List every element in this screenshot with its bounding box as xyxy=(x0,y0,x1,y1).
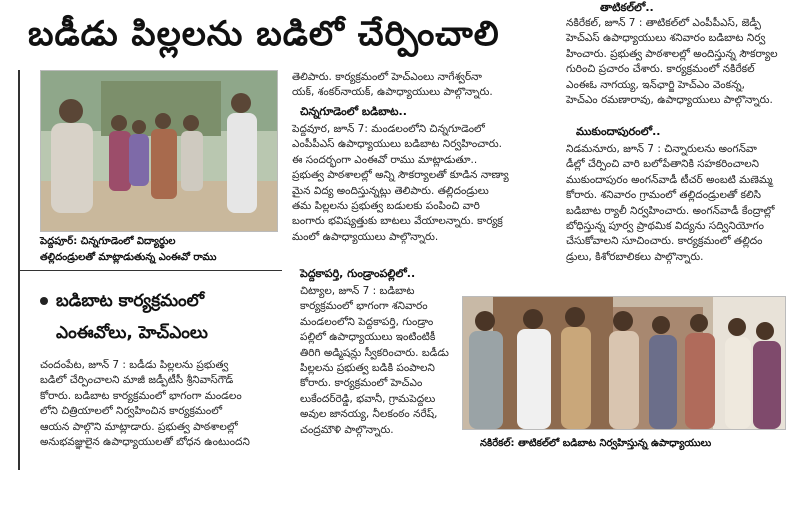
text-line: తిరిగి అడ్మిషన్లు స్వీకరించారు. బడీడు xyxy=(300,346,449,359)
text-line: బంగారు భవిష్యత్తుకు బాటలు వేయాలన్నారు. కార్యక్ర xyxy=(292,215,503,228)
text-line: కార్యక్రమంలో భాగంగా శనివారం xyxy=(300,300,428,313)
text-line: బడిలో చేర్పించాలని మాజీ జడ్పీటీసీ శ్రీనివాస్‌గౌడ్ xyxy=(40,374,234,387)
column2-body2 xyxy=(300,284,460,438)
text-line: కోరారు. బడిబాట కార్యక్రమంలో భాగంగా మండలం xyxy=(40,389,242,402)
text-line: అవుల జానయ్య, నీలకంఠం నరేష్, xyxy=(300,408,438,421)
subheading-mukundapuram: ముకుందాపురంలో.. xyxy=(576,125,661,138)
column3-body1 xyxy=(566,142,786,265)
text-line: చిట్యాల, జూన్ 7 : బడిబాట xyxy=(300,285,415,297)
bullet-icon xyxy=(40,297,48,305)
text-line: చేసుకోవాలని సూచించారు. కార్యక్రమంలో తల్లిదం xyxy=(566,235,763,248)
photo2-caption: నకిరేకల్: తాటికల్‌లో బడిబాట నిర్వహిస్తున్న ఉపాధ్యాయులు xyxy=(480,438,712,449)
text-line: ఎంఈఓ నాగయ్య, ఇన్‌ఛార్జి హెచ్‌ఎం వెంకన్న, xyxy=(566,78,745,91)
text-line: గురించి ప్రచారం చేశారు. కార్యక్రమంలో నకిరేకల్ xyxy=(566,63,755,76)
photo1-caption-line2: తల్లిదండ్రులతో మాట్లాడుతున్న ఎంఈవో రాము xyxy=(40,252,217,263)
text-line: డీల్లో చేర్పించి వారి బలోపేతానికి సహకరించాలని xyxy=(566,158,760,171)
text-line: ఎంపీపీఎస్ ఉపాధ్యాయులు బడిబాట నిర్వహించారు. xyxy=(292,138,502,151)
text-line: ఈ సందర్భంగా ఎంఈవో రాము మాట్లాడుతూ.. xyxy=(292,153,478,166)
story2-kicker-line1 xyxy=(40,288,204,314)
text-line: ముకుందాపురం అంగన్‌వాడీ టీచర్ అంబటి మణెమ్మ xyxy=(566,173,773,186)
text-line: మంలో ఉపాధ్యాయులు పాల్గొన్నారు. xyxy=(292,230,439,243)
section-rule xyxy=(20,270,282,271)
text-line: నకిరేకల్, జూన్ 7 : తాటికల్‌లో ఎంపీపీఎస్, జెడ్పీ xyxy=(566,17,761,29)
text-line: హెచ్‌ఎం రమణారావు, ఉపాధ్యాయులు పాల్గొన్నారు. xyxy=(566,94,773,107)
text-line: కోరారు. కార్యక్రమంలో హెచ్‌ఎం xyxy=(300,377,423,390)
photo-teachers-badibata xyxy=(462,296,786,430)
text-line: చందంపేట, జూన్ 7 : బడీడు పిల్లలను ప్రభుత్వ xyxy=(40,359,229,371)
photo1-caption-line1: పెద్దపూర్: చిన్నగూడెంలో విద్యార్థుల xyxy=(40,236,176,247)
text-line: బోధిస్తున్న పూర్వ ప్రాథమిక విద్యను సద్వినియోగం xyxy=(566,220,765,233)
text-line: లోని చిత్రియాలలో నిర్వహించిన కార్యక్రమంలో xyxy=(40,405,223,418)
text-line: డ్రులు, కిశోరబాలికలు పాల్గొన్నారు. xyxy=(566,250,704,263)
text-line: బడిబాట ర్యాలీ నిర్వహించారు. అంగన్‌వాడీ కేంద్రాల్లో xyxy=(566,204,775,217)
text-line: తెలిపారు. కార్యక్రమంలో హెచ్‌ఎంలు నాగేశ్వర్‌నా xyxy=(292,71,482,83)
text-line: పల్లిలో ఉపాధ్యాయులు ఇంటింటికీ xyxy=(300,331,436,344)
story2-kicker-line2: ఎంఈవోలు, హెచ్‌ఎంలు xyxy=(56,323,208,343)
text-line: తమ పిల్లలను ప్రభుత్వ బడులకు పంపించి వారి xyxy=(292,200,480,213)
text-line: మండలంలోని పెద్దకాపర్తి, గుండ్రాం xyxy=(300,315,434,328)
subheading-tatikal: తాటికల్‌లో.. xyxy=(600,1,654,14)
column2-top xyxy=(292,70,493,101)
text-line: ఆయన పాల్గొని మాట్లాడారు. ప్రభుత్వ పాఠశాలల్లో xyxy=(40,420,238,433)
kicker-text-1: బడిబాట కార్యక్రమంలో xyxy=(56,291,205,311)
photo-parents-meeting xyxy=(40,70,278,232)
text-line: లుకేందర్‌రెడ్డి, భవానీ, గ్రామపెద్దలు xyxy=(300,392,436,405)
text-line: నిడమనూరు, జూన్ 7 : చిన్నారులను అంగన్‌వా xyxy=(566,143,757,155)
text-line: పెద్దవూర, జూన్ 7: మండలంలోని చిన్నగూడెంలో xyxy=(292,123,485,135)
text-line: చంద్రమౌళి పాల్గొన్నారు. xyxy=(300,423,394,436)
subheading-peddakaparthi: పెద్దకాపర్తి, గుండ్రాంపల్లిలో.. xyxy=(300,267,416,280)
text-line: హించారు. ప్రభుత్వ పాఠశాలల్లో అందిస్తున్న సౌకర్యాల xyxy=(566,47,778,60)
text-line: మైన విద్య అందిస్తున్నట్లు తెలిపారు. తల్లిదండ్రులు xyxy=(292,184,489,197)
text-line: పిల్లలను ప్రభుత్వ బడికి పంపాలని xyxy=(300,362,435,375)
story2-body xyxy=(40,358,280,450)
headline: బడీడు పిల్లలను బడిలో చేర్పించాలి xyxy=(28,14,500,54)
subheading-chinnagudem: చిన్నగూడెంలో బడిబాట.. xyxy=(300,105,407,118)
text-line: యక్, శంకర్‌నాయక్, ఉపాధ్యాయులు పాల్గొన్నారు. xyxy=(292,86,493,99)
column2-body1 xyxy=(292,122,509,245)
column3-body0 xyxy=(566,16,786,108)
text-line: హెచ్‌ఎస్ ఉపాధ్యాయులు శనివారం బడిబాట నిర్వ xyxy=(566,32,766,45)
text-line: అనుభవజ్ఞులైన ఉపాధ్యాయులతో బోధన ఉంటుందని xyxy=(40,436,250,449)
text-line: ప్రభుత్వ పాఠశాలల్లో అన్ని సౌకర్యాలతో కూడిన నాణ్యా xyxy=(292,169,509,182)
text-line: కోరారు. శనివారం గ్రామంలో తల్లిదండ్రులతో కలిసి xyxy=(566,189,762,202)
